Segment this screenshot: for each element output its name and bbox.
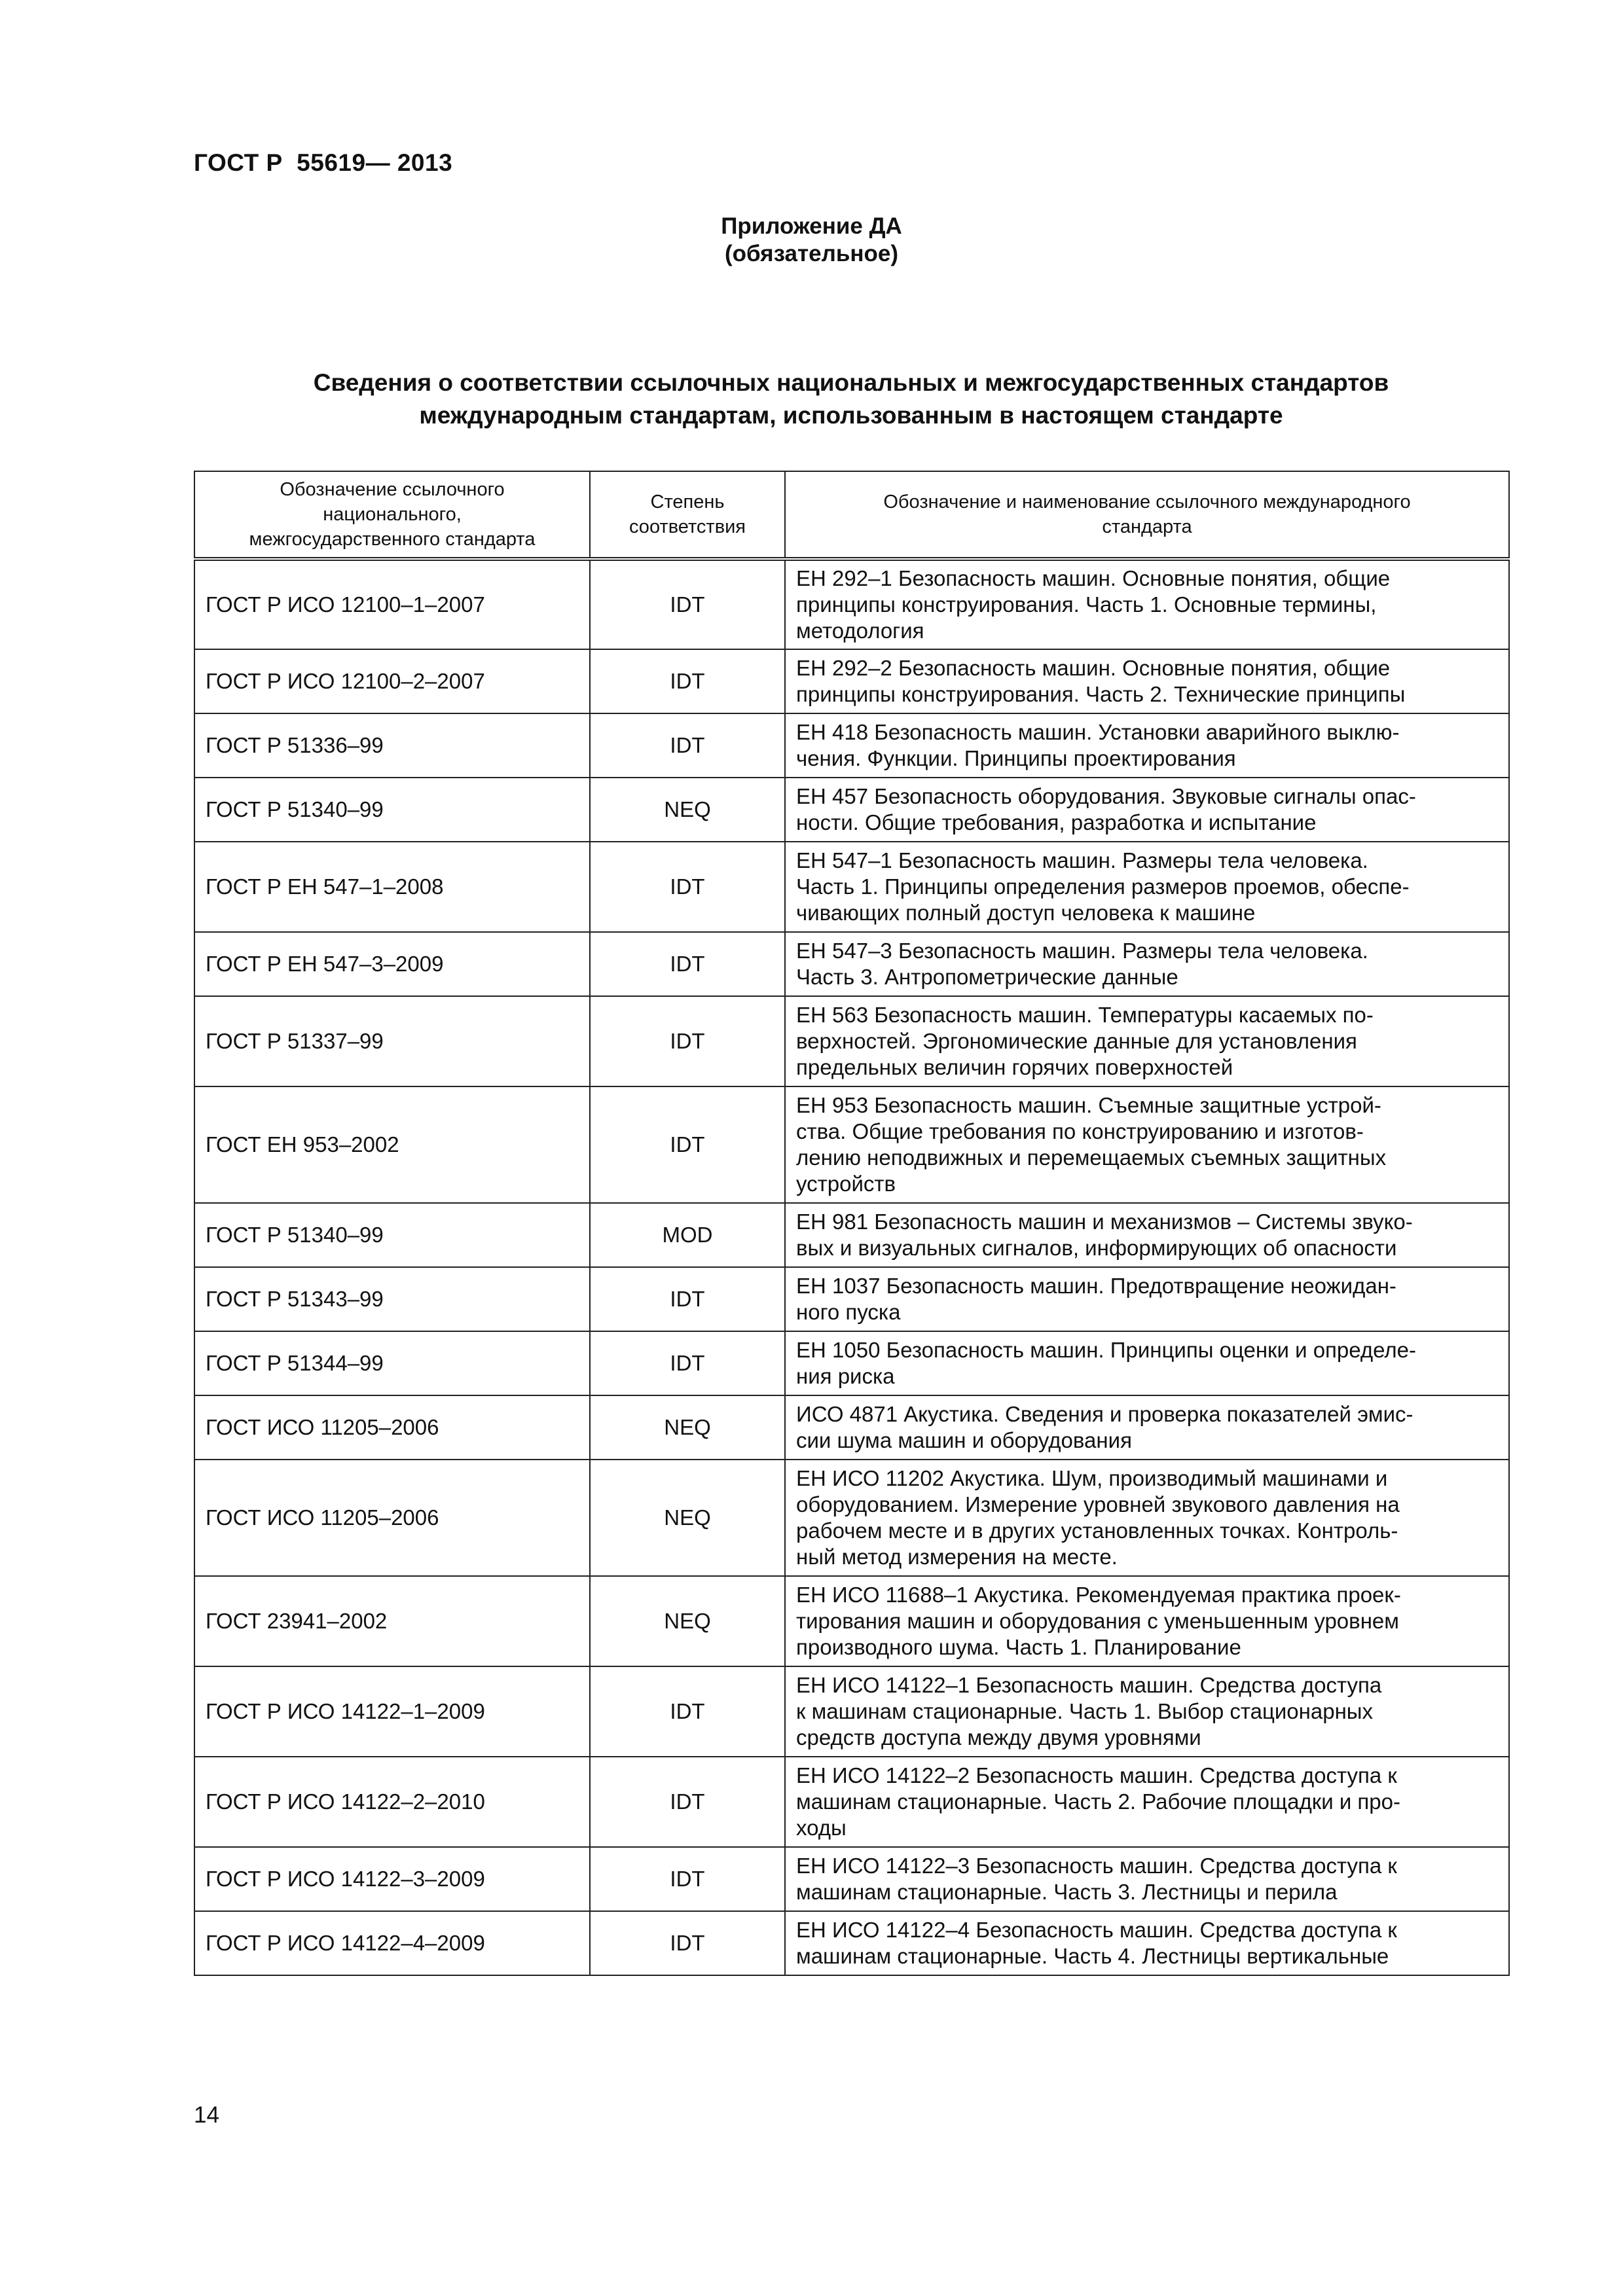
- international-standard-cell: [785, 1911, 1509, 1975]
- header-line: стандарта: [1102, 516, 1192, 537]
- international-standard-line: чивающих полный доступ человека к машине: [796, 901, 1256, 925]
- table-row: [194, 778, 1509, 842]
- national-standard-cell: ГОСТ Р 51343–99: [194, 1267, 590, 1331]
- international-standard-cell: [785, 559, 1509, 649]
- header-line: национального,: [323, 504, 462, 525]
- section-heading: [194, 367, 1508, 432]
- section-heading-line-1: Сведения о соответствии ссылочных национальных и межгосударственных стандартов: [313, 369, 1389, 396]
- section-heading-line-2: международным стандартам, использованным в настоящем стандарте: [419, 402, 1283, 429]
- international-standard-line: ности. Общие требования, разработка и испытание: [796, 810, 1317, 834]
- international-standard-line: ЕН ИСО 11202 Акустика. Шум, производимый машинами и: [796, 1466, 1388, 1490]
- table-row: [194, 1757, 1509, 1847]
- international-standard-cell: [785, 932, 1509, 996]
- international-standard-line: верхностей. Эргономические данные для установления: [796, 1029, 1357, 1053]
- table-body: [194, 559, 1509, 1975]
- international-standard-cell: [785, 1267, 1509, 1331]
- table-row: [194, 996, 1509, 1086]
- international-standard-line: ного пуска: [796, 1300, 901, 1324]
- national-standard-cell: ГОСТ Р ЕН 547–3–2009: [194, 932, 590, 996]
- degree-of-conformity-cell: IDT: [590, 932, 785, 996]
- international-standard-line: ЕН 563 Безопасность машин. Температуры касаемых по-: [796, 1003, 1374, 1027]
- national-standard-cell: ГОСТ ИСО 11205–2006: [194, 1460, 590, 1576]
- international-standard-line: ЕН 1037 Безопасность машин. Предотвращение неожидан-: [796, 1274, 1396, 1298]
- degree-of-conformity-cell: MOD: [590, 1203, 785, 1267]
- international-standard-line: устройств: [796, 1172, 896, 1196]
- header-international-standard: [785, 471, 1509, 559]
- national-standard-cell: ГОСТ Р ИСО 12100–1–2007: [194, 559, 590, 649]
- international-standard-line: к машинам стационарные. Часть 1. Выбор стационарных: [796, 1699, 1374, 1723]
- header-degree-of-conformity: [590, 471, 785, 559]
- international-standard-line: ства. Общие требования по конструированию и изготов-: [796, 1119, 1364, 1143]
- table-row: [194, 842, 1509, 932]
- international-standard-line: методология: [796, 619, 924, 643]
- table-row: [194, 1395, 1509, 1460]
- international-standard-cell: [785, 1086, 1509, 1203]
- international-standard-line: ЕН ИСО 14122–3 Безопасность машин. Средства доступа к: [796, 1854, 1397, 1878]
- international-standard-line: лению неподвижных и перемещаемых съемных защитных: [796, 1145, 1387, 1170]
- degree-of-conformity-cell: NEQ: [590, 1460, 785, 1576]
- international-standard-line: Часть 1. Принципы определения размеров проемов, обеспе-: [796, 874, 1410, 899]
- degree-of-conformity-cell: IDT: [590, 996, 785, 1086]
- table-row: [194, 1911, 1509, 1975]
- international-standard-cell: [785, 1331, 1509, 1395]
- international-standard-line: машинам стационарные. Часть 2. Рабочие площадки и про-: [796, 1789, 1401, 1814]
- document-code: ГОСТ Р 55619— 2013: [194, 149, 453, 176]
- international-standard-cell: [785, 1666, 1509, 1757]
- international-standard-line: ЕН ИСО 14122–2 Безопасность машин. Средства доступа к: [796, 1763, 1397, 1787]
- annex-title: Приложение ДА: [721, 213, 902, 239]
- table-row: [194, 1331, 1509, 1395]
- table-row: [194, 649, 1509, 713]
- international-standard-line: вых и визуальных сигналов, информирующих об опасности: [796, 1236, 1397, 1260]
- degree-of-conformity-cell: IDT: [590, 1911, 785, 1975]
- international-standard-line: чения. Функции. Принципы проектирования: [796, 746, 1236, 770]
- international-standard-cell: [785, 1203, 1509, 1267]
- international-standard-line: ЕН 292–2 Безопасность машин. Основные понятия, общие: [796, 656, 1391, 680]
- international-standard-line: принципы конструирования. Часть 1. Основные термины,: [796, 592, 1377, 617]
- international-standard-line: ЕН ИСО 11688–1 Акустика. Рекомендуемая практика проек-: [796, 1583, 1401, 1607]
- degree-of-conformity-cell: IDT: [590, 559, 785, 649]
- international-standard-line: ный метод измерения на месте.: [796, 1545, 1118, 1569]
- table-row: [194, 1203, 1509, 1267]
- table-row: [194, 1847, 1509, 1911]
- degree-of-conformity-cell: IDT: [590, 1267, 785, 1331]
- international-standard-line: ЕН 981 Безопасность машин и механизмов – Системы звуко-: [796, 1210, 1413, 1234]
- international-standard-line: производного шума. Часть 1. Планирование: [796, 1635, 1241, 1659]
- national-standard-cell: ГОСТ 23941–2002: [194, 1576, 590, 1666]
- international-standard-line: ЕН 418 Безопасность машин. Установки аварийного выклю-: [796, 720, 1400, 744]
- international-standard-line: ЕН 457 Безопасность оборудования. Звуковые сигналы опас-: [796, 784, 1416, 808]
- table-row: [194, 559, 1509, 649]
- table-row: [194, 1086, 1509, 1203]
- header-line: Обозначение и наименование ссылочного международного: [883, 492, 1411, 512]
- national-standard-cell: ГОСТ Р 51336–99: [194, 713, 590, 778]
- international-standard-line: ния риска: [796, 1364, 895, 1388]
- international-standard-cell: [785, 1576, 1509, 1666]
- national-standard-cell: ГОСТ Р 51344–99: [194, 1331, 590, 1395]
- header-line: соответствия: [629, 516, 746, 537]
- international-standard-cell: [785, 778, 1509, 842]
- international-standard-cell: [785, 1460, 1509, 1576]
- table-row: [194, 713, 1509, 778]
- table-row: [194, 1460, 1509, 1576]
- national-standard-cell: ГОСТ Р ЕН 547–1–2008: [194, 842, 590, 932]
- header-line: Степень: [650, 492, 725, 512]
- header-line: Обозначение ссылочного: [280, 479, 505, 500]
- degree-of-conformity-cell: IDT: [590, 1331, 785, 1395]
- international-standard-cell: [785, 1395, 1509, 1460]
- degree-of-conformity-cell: NEQ: [590, 1576, 785, 1666]
- international-standard-line: ЕН 1050 Безопасность машин. Принципы оценки и определе-: [796, 1338, 1417, 1362]
- international-standard-line: сии шума машин и оборудования: [796, 1428, 1132, 1452]
- international-standard-line: средств доступа между двумя уровнями: [796, 1725, 1201, 1749]
- national-standard-cell: ГОСТ ИСО 11205–2006: [194, 1395, 590, 1460]
- international-standard-line: машинам стационарные. Часть 4. Лестницы вертикальные: [796, 1944, 1389, 1968]
- international-standard-line: тирования машин и оборудования с уменьшенным уровнем: [796, 1609, 1399, 1633]
- international-standard-line: Часть 3. Антропометрические данные: [796, 965, 1178, 989]
- international-standard-cell: [785, 842, 1509, 932]
- national-standard-cell: ГОСТ Р 51340–99: [194, 778, 590, 842]
- degree-of-conformity-cell: IDT: [590, 842, 785, 932]
- national-standard-cell: ГОСТ Р 51340–99: [194, 1203, 590, 1267]
- header-national-standard: [194, 471, 590, 559]
- international-standard-line: ЕН 547–3 Безопасность машин. Размеры тела человека.: [796, 939, 1368, 963]
- international-standard-line: ЕН 292–1 Безопасность машин. Основные понятия, общие: [796, 566, 1391, 590]
- national-standard-cell: ГОСТ Р 51337–99: [194, 996, 590, 1086]
- degree-of-conformity-cell: NEQ: [590, 778, 785, 842]
- international-standard-line: оборудованием. Измерение уровней звукового давления на: [796, 1492, 1400, 1516]
- national-standard-cell: ГОСТ Р ИСО 14122–1–2009: [194, 1666, 590, 1757]
- national-standard-cell: ГОСТ Р ИСО 14122–2–2010: [194, 1757, 590, 1847]
- international-standard-cell: [785, 996, 1509, 1086]
- degree-of-conformity-cell: IDT: [590, 649, 785, 713]
- degree-of-conformity-cell: IDT: [590, 1086, 785, 1203]
- international-standard-line: принципы конструирования. Часть 2. Технические принципы: [796, 682, 1406, 706]
- international-standard-line: машинам стационарные. Часть 3. Лестницы и перила: [796, 1880, 1338, 1904]
- degree-of-conformity-cell: IDT: [590, 713, 785, 778]
- international-standard-cell: [785, 713, 1509, 778]
- annex-status: (обязательное): [724, 241, 898, 266]
- international-standard-cell: [785, 649, 1509, 713]
- national-standard-cell: ГОСТ Р ИСО 12100–2–2007: [194, 649, 590, 713]
- international-standard-line: ЕН ИСО 14122–4 Безопасность машин. Средства доступа к: [796, 1918, 1397, 1942]
- international-standard-line: ЕН 547–1 Безопасность машин. Размеры тела человека.: [796, 848, 1368, 872]
- reference-standards-table: [194, 471, 1510, 1976]
- international-standard-cell: [785, 1757, 1509, 1847]
- table-header-row: [194, 471, 1509, 559]
- international-standard-line: предельных величин горячих поверхностей: [796, 1055, 1233, 1079]
- international-standard-line: ИСО 4871 Акустика. Сведения и проверка показателей эмис-: [796, 1402, 1413, 1426]
- table-row: [194, 1267, 1509, 1331]
- national-standard-cell: ГОСТ Р ИСО 14122–4–2009: [194, 1911, 590, 1975]
- international-standard-line: ходы: [796, 1816, 847, 1840]
- table-row: [194, 1666, 1509, 1757]
- international-standard-line: рабочем месте и в других установленных точках. Контроль-: [796, 1518, 1398, 1543]
- header-line: межгосударственного стандарта: [249, 529, 536, 550]
- international-standard-line: ЕН ИСО 14122–1 Безопасность машин. Средства доступа: [796, 1673, 1382, 1697]
- international-standard-cell: [785, 1847, 1509, 1911]
- degree-of-conformity-cell: NEQ: [590, 1395, 785, 1460]
- national-standard-cell: ГОСТ Р ИСО 14122–3–2009: [194, 1847, 590, 1911]
- national-standard-cell: ГОСТ ЕН 953–2002: [194, 1086, 590, 1203]
- degree-of-conformity-cell: IDT: [590, 1757, 785, 1847]
- international-standard-line: ЕН 953 Безопасность машин. Съемные защитные устрой-: [796, 1093, 1381, 1117]
- page-number: 14: [194, 2102, 219, 2128]
- table-row: [194, 932, 1509, 996]
- table-row: [194, 1576, 1509, 1666]
- degree-of-conformity-cell: IDT: [590, 1666, 785, 1757]
- degree-of-conformity-cell: IDT: [590, 1847, 785, 1911]
